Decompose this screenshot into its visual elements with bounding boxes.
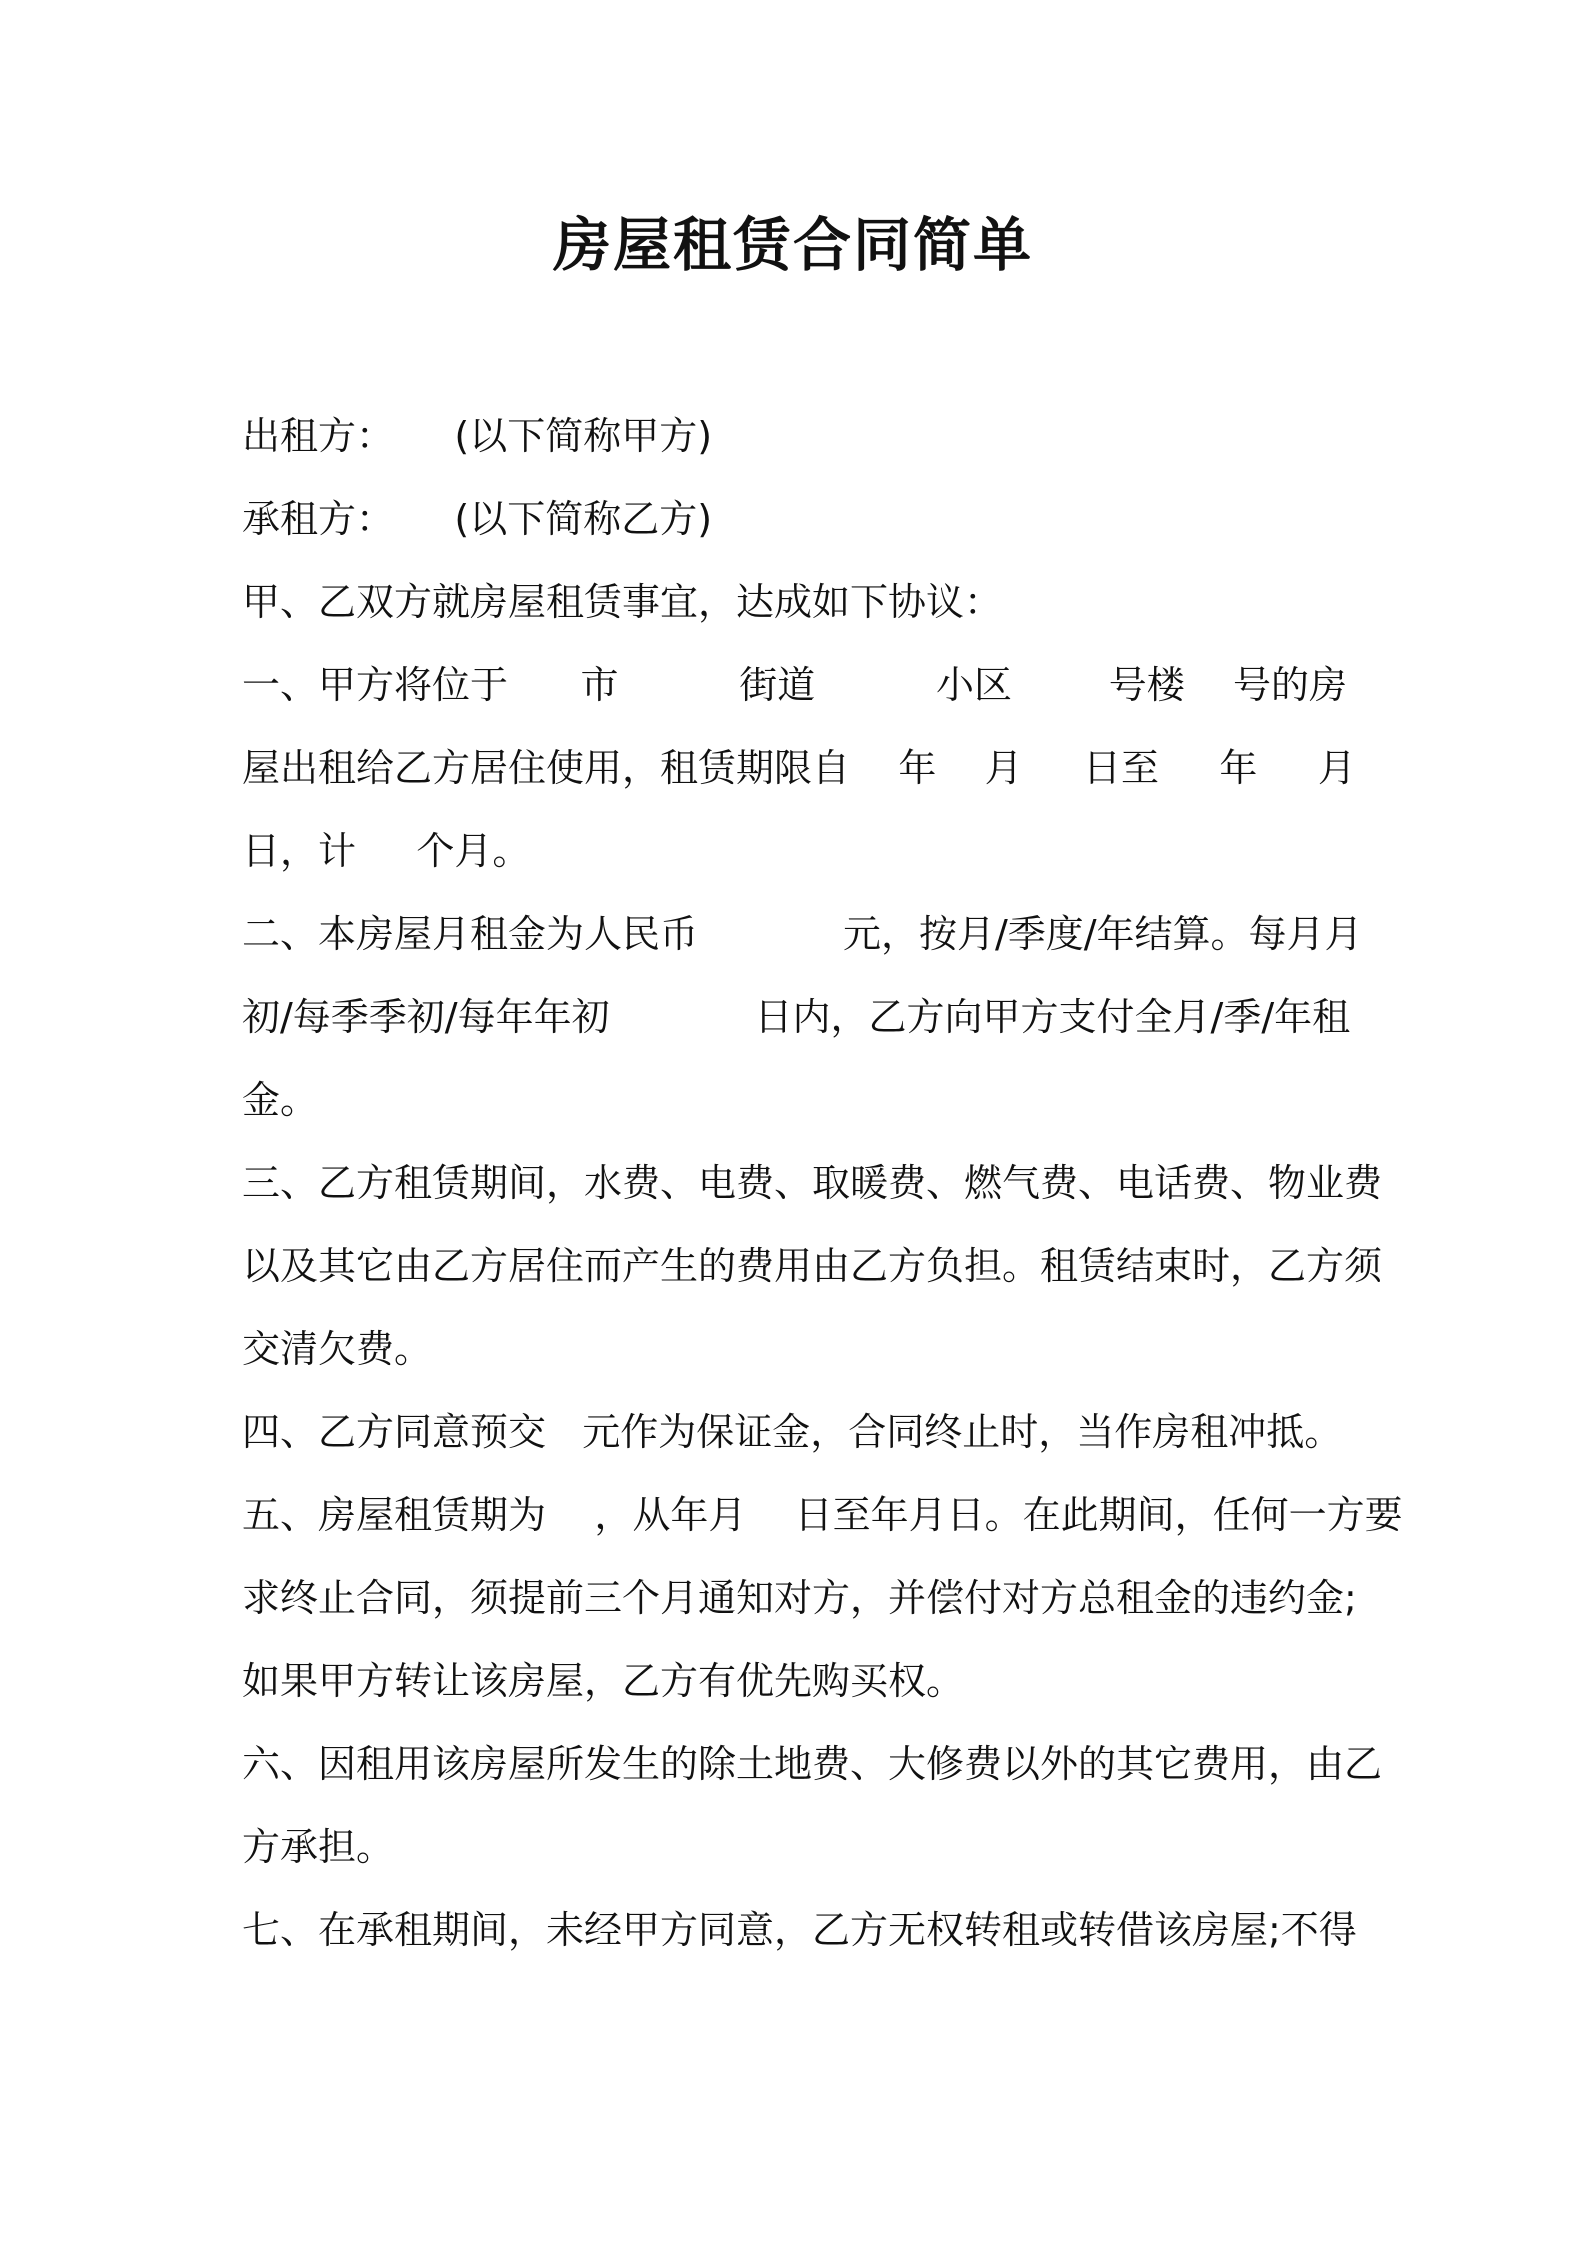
- clause-5-line-1: 五、房屋租赁期为 ，从年月 日至年月日。在此期间，任何一方要: [242, 1493, 1403, 1537]
- lessee-line: 承租方： (以下简称乙方): [242, 497, 713, 541]
- clause-6-line-1: 六、因租用该房屋所发生的除土地费、大修费以外的其它费用，由乙: [242, 1742, 1383, 1786]
- clause-3-line-1: 三、乙方租赁期间，水费、电费、取暖费、燃气费、电话费、物业费: [242, 1161, 1383, 1205]
- clause-5-line-3: 如果甲方转让该房屋，乙方有优先购买权。: [242, 1659, 965, 1703]
- clause-5-line-2: 求终止合同，须提前三个月通知对方，并偿付对方总租金的违约金;: [242, 1576, 1357, 1620]
- clause-4-line-1: 四、乙方同意预交 元作为保证金，合同终止时，当作房租冲抵。: [242, 1410, 1343, 1454]
- clause-1-line-2: 屋出租给乙方居住使用，租赁期限自 年 月 日至 年 月: [242, 746, 1356, 790]
- clause-6-line-2: 方承担。: [242, 1825, 395, 1869]
- clause-2-line-1: 二、本房屋月租金为人民币 元，按月/季度/年结算。每月月: [242, 912, 1363, 956]
- document-title: 房屋租赁合同简单: [552, 211, 1033, 279]
- clause-1-line-1: 一、甲方将位于 市 街道 小区 号楼 号的房: [242, 663, 1348, 707]
- clause-2-line-3: 金。: [242, 1078, 319, 1122]
- clause-1-line-3: 日，计 个月。: [242, 829, 531, 873]
- lessor-line: 出租方： (以下简称甲方): [242, 414, 713, 458]
- clause-7-line-1: 七、在承租期间，未经甲方同意，乙方无权转租或转借该房屋;不得: [242, 1908, 1357, 1952]
- clause-3-line-3: 交清欠费。: [242, 1327, 433, 1371]
- clause-2-line-2: 初/每季季初/每年年初 日内，乙方向甲方支付全月/季/年租: [242, 995, 1351, 1039]
- agreement-intro: 甲、乙双方就房屋租赁事宜，达成如下协议：: [242, 580, 1003, 624]
- clause-3-line-2: 以及其它由乙方居住而产生的费用由乙方负担。租赁结束时，乙方须: [242, 1244, 1383, 1288]
